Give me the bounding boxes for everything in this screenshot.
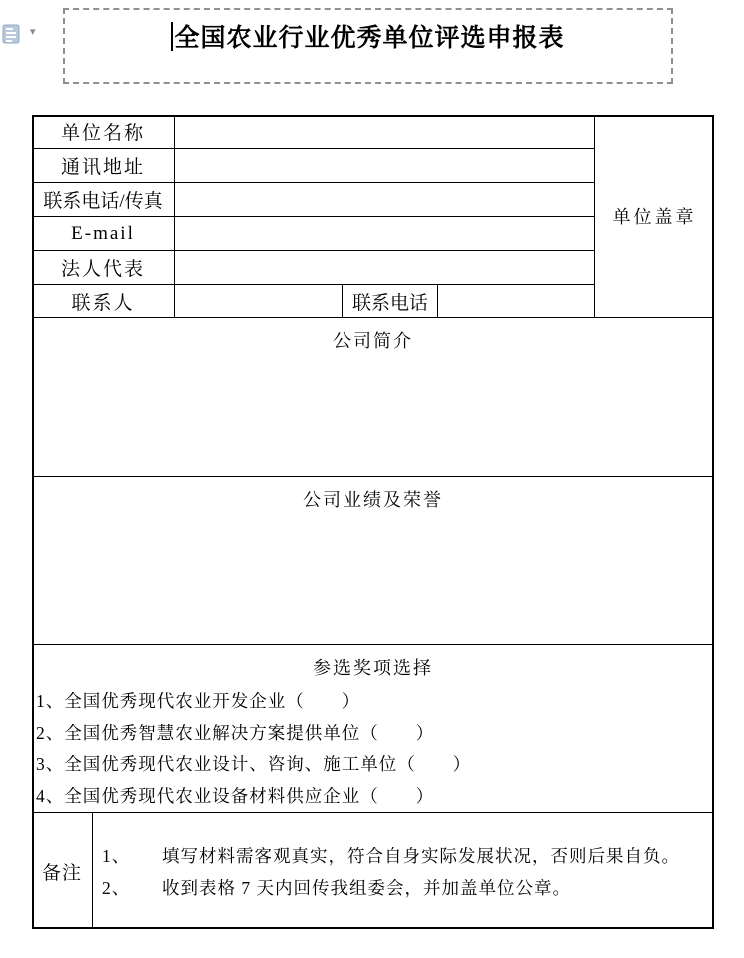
contact-person-value-cell[interactable]: [175, 285, 343, 318]
paste-options-widget[interactable]: [2, 24, 44, 48]
legal-representative-label: 法人代表: [32, 251, 175, 285]
unit-seal-label: 单位盖章: [612, 207, 697, 227]
remark-note-1-number: 1、: [102, 845, 131, 866]
award-option-1[interactable]: 1、全国优秀现代农业开发企业（ ）: [36, 691, 361, 711]
remark-note-1: [102, 843, 714, 868]
page-title: [65, 18, 671, 54]
remark-note-2: [102, 875, 714, 900]
paste-options-icon[interactable]: [2, 24, 21, 50]
phone-fax-label: 联系电话/传真: [32, 183, 175, 217]
mailing-address-value-cell[interactable]: [175, 149, 595, 183]
remark-note-2-number: 2、: [102, 877, 131, 898]
phone-fax-value-cell[interactable]: [175, 183, 595, 217]
email-label: E-mail: [32, 217, 175, 251]
mailing-address-label: 通讯地址: [32, 149, 175, 183]
remarks-label: 备注: [32, 813, 93, 929]
clipboard-icon: [2, 24, 21, 45]
award-selection-title: 参选奖项选择: [313, 658, 433, 678]
remark-note-2-text: 收到表格 7 天内回传我组委会，并加盖单位公章。: [162, 877, 571, 898]
award-selection-section: [32, 645, 714, 813]
contact-phone-value-cell[interactable]: [438, 285, 595, 318]
contact-person-label: 联系人: [32, 285, 175, 318]
contact-phone-label: 联系电话: [343, 285, 438, 318]
award-option-3[interactable]: 3、全国优秀现代农业设计、咨询、施工单位（ ）: [36, 754, 472, 774]
legal-representative-value-cell[interactable]: [175, 251, 595, 285]
unit-name-label: 单位名称: [32, 115, 175, 149]
award-option-2[interactable]: 2、全国优秀智慧农业解决方案提供单位（ ）: [36, 722, 435, 743]
remark-note-1-text: 填写材料需客观真实，符合自身实际发展状况，否则后果自负。: [162, 845, 680, 866]
company-profile-title: 公司简介: [333, 331, 413, 351]
email-value-cell[interactable]: [175, 217, 595, 251]
remarks-content: [93, 813, 714, 929]
chevron-down-icon[interactable]: ▾: [30, 25, 36, 38]
company-profile-section[interactable]: [32, 318, 714, 477]
unit-name-value-cell[interactable]: [175, 115, 595, 149]
application-form-table: [32, 115, 714, 929]
company-achievements-title: 公司业绩及荣誉: [303, 490, 443, 510]
page-title-text: 全国农业行业优秀单位评选申报表: [174, 25, 565, 52]
award-options-list: [32, 680, 714, 812]
unit-seal-cell: [595, 115, 714, 318]
award-option-4[interactable]: 4、全国优秀现代农业设备材料供应企业（ ）: [36, 785, 435, 806]
title-box[interactable]: [63, 8, 673, 84]
company-achievements-section[interactable]: [32, 477, 714, 645]
